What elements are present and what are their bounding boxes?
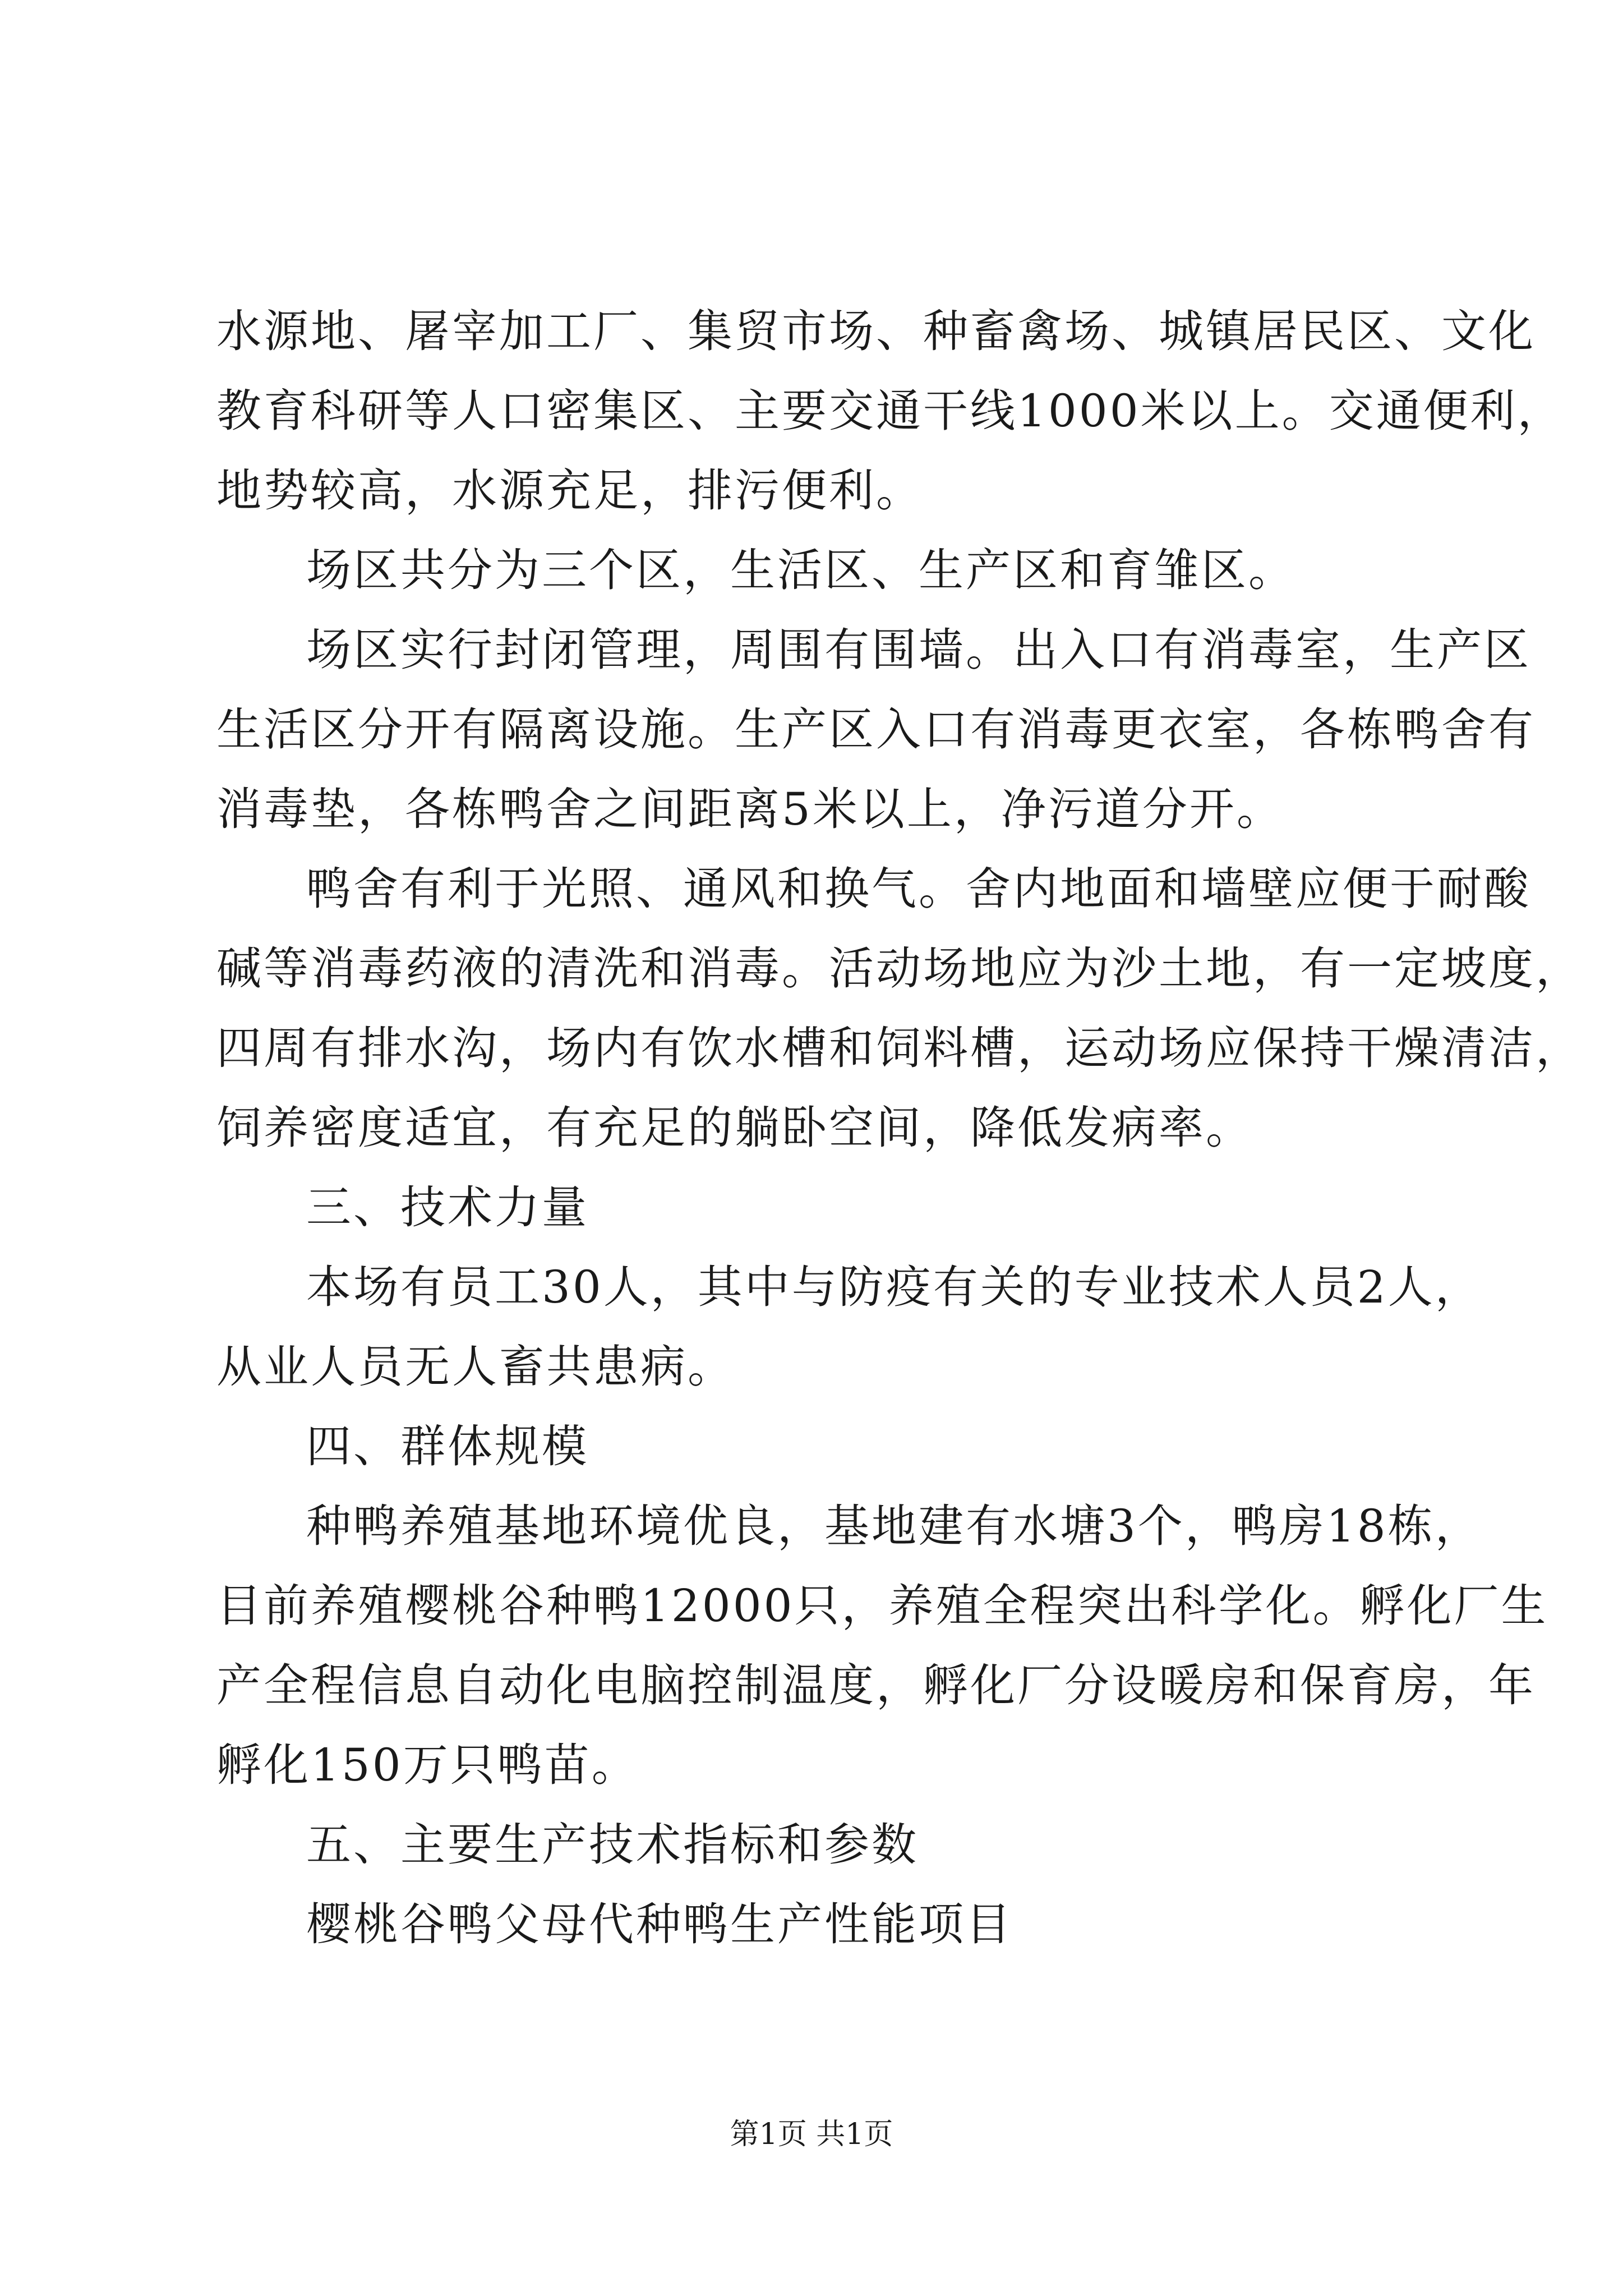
paragraph-line: 樱桃谷鸭父母代种鸭生产性能项目 bbox=[306, 1898, 1013, 1950]
document-body bbox=[216, 292, 1583, 1964]
section-heading: 四、群体规模 bbox=[306, 1420, 589, 1473]
paragraph-line: 消毒垫，各栋鸭舍之间距离5米以上，净污道分开。 bbox=[216, 783, 1284, 835]
paragraph-line: 目前养殖樱桃谷种鸭12000只，养殖全程突出科学化。孵化厂生 bbox=[216, 1580, 1548, 1632]
paragraph-line: 鸭舍有利于光照、通风和换气。舍内地面和墙壁应便于耐酸 bbox=[306, 863, 1531, 915]
section-heading: 五、主要生产技术指标和参数 bbox=[306, 1819, 919, 1871]
paragraph-line: 饲养密度适宜，有充足的躺卧空间，降低发病率。 bbox=[216, 1102, 1253, 1154]
paragraph-line: 地势较高，水源充足，排污便利。 bbox=[216, 464, 923, 517]
page-footer: 第1页 共1页 bbox=[730, 2118, 893, 2151]
paragraph-line: 场区共分为三个区，生活区、生产区和育雏区。 bbox=[306, 544, 1295, 596]
paragraph-line: 教育科研等人口密集区、主要交通干线1000米以上。交通便利， bbox=[216, 385, 1565, 437]
paragraph-line: 场区实行封闭管理，周围有围墙。出入口有消毒室，生产区 bbox=[306, 624, 1531, 676]
paragraph-line: 生活区分开有隔离设施。生产区入口有消毒更衣室，各栋鸭舍有 bbox=[216, 703, 1536, 756]
paragraph-line: 本场有员工30人，其中与防疫有关的专业技术人员2人， bbox=[306, 1261, 1482, 1313]
paragraph-line: 四周有排水沟，场内有饮水槽和饲料槽，运动场应保持干燥清洁， bbox=[216, 1022, 1583, 1074]
paragraph-line: 种鸭养殖基地环境优良，基地建有水塘3个，鸭房18栋， bbox=[306, 1500, 1482, 1552]
paragraph-line: 碱等消毒药液的清洗和消毒。活动场地应为沙土地，有一定坡度， bbox=[216, 942, 1583, 995]
section-heading: 三、技术力量 bbox=[306, 1181, 589, 1234]
paragraph-line: 水源地、屠宰加工厂、集贸市场、种畜禽场、城镇居民区、文化 bbox=[216, 305, 1536, 357]
paragraph-line: 产全程信息自动化电脑控制温度，孵化厂分设暖房和保育房，年 bbox=[216, 1659, 1536, 1711]
paragraph-line: 从业人员无人畜共患病。 bbox=[216, 1341, 735, 1393]
paragraph-line: 孵化150万只鸭苗。 bbox=[216, 1739, 639, 1791]
